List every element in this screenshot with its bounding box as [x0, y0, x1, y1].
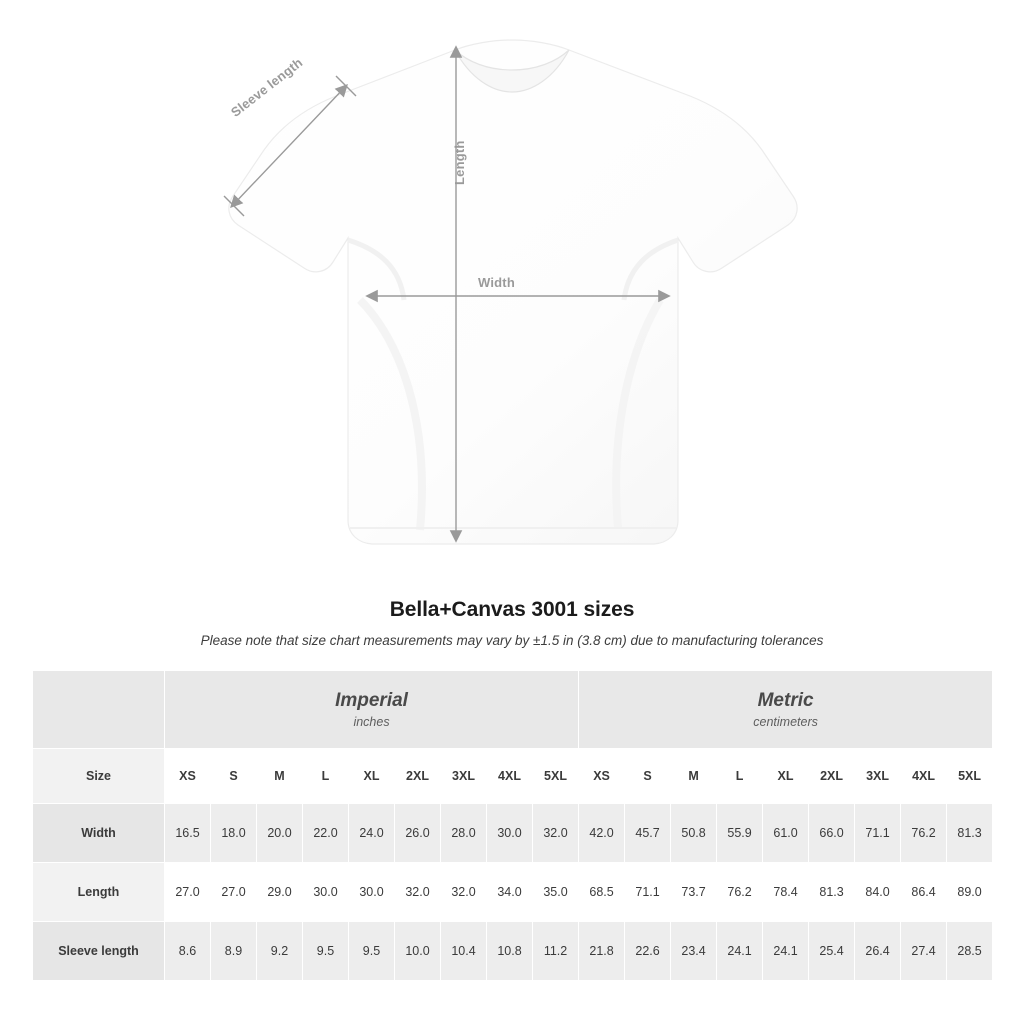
col-header-imperial-4xl: 4XL	[487, 749, 533, 804]
col-header-metric-2xl: 2XL	[809, 749, 855, 804]
cell-length-imperial-2xl: 32.0	[395, 863, 441, 922]
cell-length-imperial-3xl: 32.0	[441, 863, 487, 922]
unit-sub-imperial: inches	[353, 714, 390, 729]
col-header-metric-l: L	[717, 749, 763, 804]
cell-sleeve-metric-xl: 24.1	[763, 922, 809, 981]
cell-width-imperial-m: 20.0	[257, 804, 303, 863]
cell-sleeve-metric-3xl: 26.4	[855, 922, 901, 981]
title-block	[0, 598, 1024, 648]
cell-length-imperial-s: 27.0	[211, 863, 257, 922]
cell-width-metric-xl: 61.0	[763, 804, 809, 863]
cell-length-imperial-xl: 30.0	[349, 863, 395, 922]
cell-length-imperial-5xl: 35.0	[533, 863, 579, 922]
size-table	[32, 670, 993, 981]
col-header-imperial-xs: XS	[165, 749, 211, 804]
col-header-metric-xl: XL	[763, 749, 809, 804]
cell-sleeve-imperial-xs: 8.6	[165, 922, 211, 981]
col-header-imperial-2xl: 2XL	[395, 749, 441, 804]
size-table-wrapper	[32, 670, 992, 981]
cell-length-metric-2xl: 81.3	[809, 863, 855, 922]
cell-width-metric-5xl: 81.3	[947, 804, 993, 863]
table-row	[33, 804, 993, 863]
cell-width-metric-4xl: 76.2	[901, 804, 947, 863]
size-column-header: Size	[33, 749, 165, 804]
table-corner-cell	[33, 671, 165, 749]
cell-width-imperial-l: 22.0	[303, 804, 349, 863]
cell-sleeve-imperial-5xl: 11.2	[533, 922, 579, 981]
cell-width-imperial-4xl: 30.0	[487, 804, 533, 863]
row-label-width: Width	[33, 804, 165, 863]
col-header-metric-3xl: 3XL	[855, 749, 901, 804]
col-header-imperial-3xl: 3XL	[441, 749, 487, 804]
cell-length-imperial-4xl: 34.0	[487, 863, 533, 922]
col-header-imperial-l: L	[303, 749, 349, 804]
cell-length-metric-5xl: 89.0	[947, 863, 993, 922]
row-label-sleeve-length: Sleeve length	[33, 922, 165, 981]
cell-sleeve-metric-xs: 21.8	[579, 922, 625, 981]
cell-length-metric-xl: 78.4	[763, 863, 809, 922]
sleeve-length-label: Sleeve length	[228, 54, 306, 120]
unit-header-metric	[579, 671, 993, 749]
col-header-metric-m: M	[671, 749, 717, 804]
tolerance-note: Please note that size chart measurements may vary by ±1.5 in (3.8 cm) due to manufacturing tolerances	[200, 633, 824, 648]
cell-sleeve-metric-l: 24.1	[717, 922, 763, 981]
cell-length-imperial-xs: 27.0	[165, 863, 211, 922]
cell-sleeve-metric-s: 22.6	[625, 922, 671, 981]
cell-width-imperial-3xl: 28.0	[441, 804, 487, 863]
page-title: Bella+Canvas 3001 sizes	[389, 598, 635, 621]
width-label: Width	[478, 275, 515, 290]
cell-sleeve-imperial-l: 9.5	[303, 922, 349, 981]
col-header-metric-4xl: 4XL	[901, 749, 947, 804]
cell-length-metric-m: 73.7	[671, 863, 717, 922]
cell-length-imperial-m: 29.0	[257, 863, 303, 922]
unit-sub-metric: centimeters	[753, 714, 818, 729]
size-header-row	[33, 749, 993, 804]
cell-width-imperial-5xl: 32.0	[533, 804, 579, 863]
col-header-imperial-m: M	[257, 749, 303, 804]
cell-sleeve-metric-m: 23.4	[671, 922, 717, 981]
cell-width-imperial-2xl: 26.0	[395, 804, 441, 863]
cell-sleeve-imperial-m: 9.2	[257, 922, 303, 981]
unit-name-metric: Metric	[757, 690, 814, 712]
col-header-imperial-s: S	[211, 749, 257, 804]
cell-length-metric-xs: 68.5	[579, 863, 625, 922]
cell-width-metric-2xl: 66.0	[809, 804, 855, 863]
cell-sleeve-imperial-s: 8.9	[211, 922, 257, 981]
cell-length-metric-l: 76.2	[717, 863, 763, 922]
cell-width-imperial-s: 18.0	[211, 804, 257, 863]
col-header-metric-5xl: 5XL	[947, 749, 993, 804]
cell-sleeve-imperial-xl: 9.5	[349, 922, 395, 981]
shirt-body-shape	[229, 40, 797, 544]
row-label-length: Length	[33, 863, 165, 922]
col-header-metric-xs: XS	[579, 749, 625, 804]
col-header-imperial-5xl: 5XL	[533, 749, 579, 804]
cell-length-metric-s: 71.1	[625, 863, 671, 922]
cell-width-metric-xs: 42.0	[579, 804, 625, 863]
table-row	[33, 863, 993, 922]
cell-width-imperial-xs: 16.5	[165, 804, 211, 863]
unit-header-row	[33, 671, 993, 749]
cell-width-metric-m: 50.8	[671, 804, 717, 863]
cell-width-imperial-xl: 24.0	[349, 804, 395, 863]
unit-name-imperial: Imperial	[335, 690, 408, 712]
length-label: Length	[452, 140, 467, 185]
cell-sleeve-imperial-3xl: 10.4	[441, 922, 487, 981]
cell-width-metric-l: 55.9	[717, 804, 763, 863]
cell-sleeve-metric-2xl: 25.4	[809, 922, 855, 981]
cell-sleeve-imperial-4xl: 10.8	[487, 922, 533, 981]
cell-sleeve-metric-5xl: 28.5	[947, 922, 993, 981]
cell-sleeve-imperial-2xl: 10.0	[395, 922, 441, 981]
cell-width-metric-3xl: 71.1	[855, 804, 901, 863]
table-row	[33, 922, 993, 981]
cell-length-metric-3xl: 84.0	[855, 863, 901, 922]
cell-sleeve-metric-4xl: 27.4	[901, 922, 947, 981]
cell-length-metric-4xl: 86.4	[901, 863, 947, 922]
cell-length-imperial-l: 30.0	[303, 863, 349, 922]
unit-header-imperial	[165, 671, 579, 749]
col-header-metric-s: S	[625, 749, 671, 804]
cell-width-metric-s: 45.7	[625, 804, 671, 863]
col-header-imperial-xl: XL	[349, 749, 395, 804]
